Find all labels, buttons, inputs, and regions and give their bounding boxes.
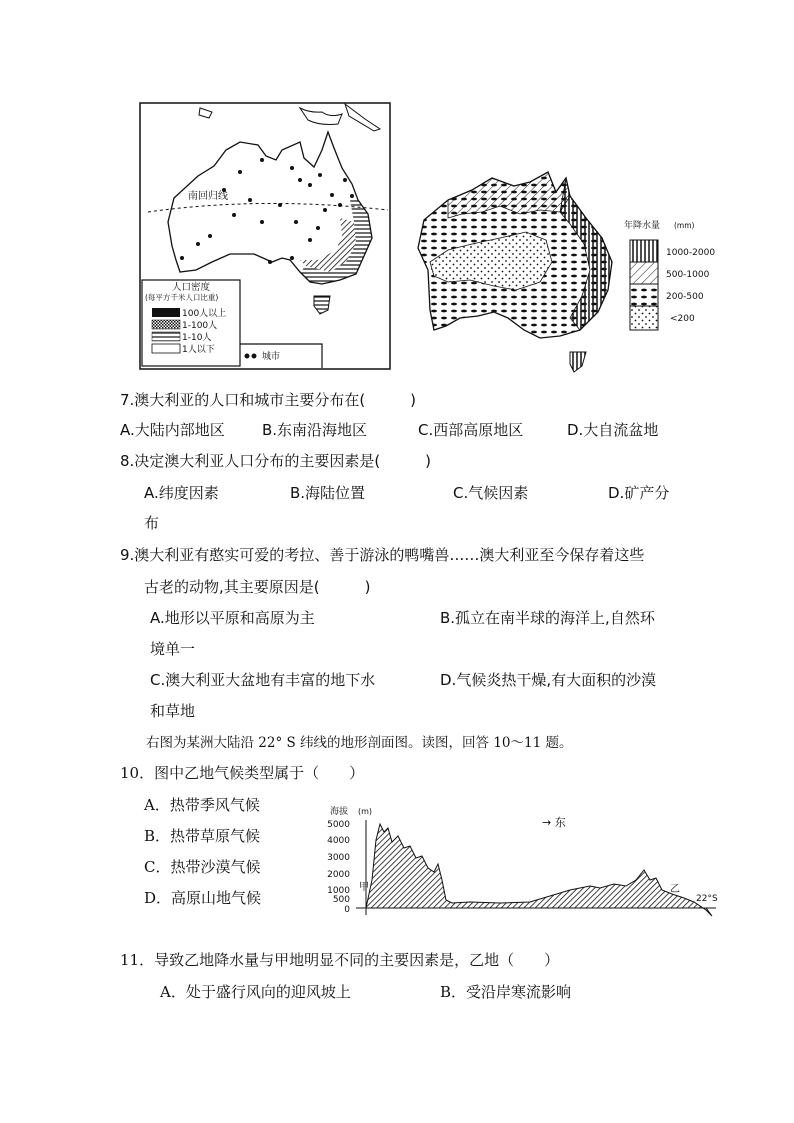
ytick-3000: 3000 bbox=[327, 853, 350, 863]
rainfall-legend-3: <200 bbox=[670, 314, 695, 324]
rainfall-swatch-1000-2000 bbox=[630, 240, 658, 262]
ytick-4000: 4000 bbox=[327, 836, 350, 846]
legend-label-0: 100人以上 bbox=[182, 309, 227, 319]
q9-stem-line1: 9.澳大利亚有憨实可爱的考拉、善于游泳的鸭嘴兽……澳大利亚至今保存着这些 bbox=[120, 546, 645, 564]
rainfall-legend-title: 年降水量 bbox=[624, 221, 661, 231]
q7-option-b: B.东南沿海地区 bbox=[262, 421, 368, 439]
q9-option-d-line1: D.气候炎热干燥,有大面积的沙漠 bbox=[440, 671, 657, 689]
q11-option-a: A．处于盛行风向的迎风坡上 bbox=[160, 983, 351, 1001]
q7-option-d: D.大自流盆地 bbox=[567, 421, 659, 439]
label-yi: 乙 bbox=[670, 884, 680, 895]
q9-option-d-line2: 和草地 bbox=[150, 702, 196, 720]
rainfall-legend-2: 200-500 bbox=[666, 292, 704, 302]
rainfall-swatch-below200 bbox=[630, 306, 658, 330]
q7-option-c: C.西部高原地区 bbox=[418, 421, 524, 439]
latitude-label: 22°S bbox=[696, 894, 718, 904]
q9-option-a: A.地形以平原和高原为主 bbox=[150, 609, 315, 627]
q10-option-c: C．热带沙漠气候 bbox=[144, 858, 261, 876]
ytick-1000: 1000 bbox=[327, 886, 350, 896]
ytick-0: 0 bbox=[344, 905, 350, 915]
legend-swatch-below1 bbox=[152, 344, 180, 353]
population-legend-title: 人口密度 bbox=[172, 282, 211, 293]
q8-option-d: D.矿产分 bbox=[608, 484, 670, 502]
terrain-silhouette bbox=[366, 824, 712, 916]
legend-swatch-100plus bbox=[152, 308, 180, 317]
rainfall-legend-1: 500-1000 bbox=[666, 270, 710, 280]
population-map bbox=[140, 103, 390, 369]
q8-option-a: A.纬度因素 bbox=[144, 484, 219, 502]
q9-option-b-line1: B.孤立在南半球的海洋上,自然环 bbox=[440, 609, 655, 627]
q10-option-b: B．热带草原气候 bbox=[144, 827, 261, 845]
label-jia: 甲 bbox=[359, 882, 369, 893]
q7-option-a: A.大陆内部地区 bbox=[120, 421, 225, 439]
q8-option-b: B.海陆位置 bbox=[290, 484, 366, 502]
city-label: 城市 bbox=[262, 352, 281, 362]
intro-10-11: 右图为某洲大陆沿 22° S 纬线的地形剖面图。读图，回答 10～11 题。 bbox=[146, 735, 573, 751]
city-dot-icon bbox=[245, 354, 250, 359]
rainfall-swatch-500-1000 bbox=[630, 262, 658, 284]
profile-ylabel: 海拔 bbox=[330, 807, 349, 817]
rainfall-map bbox=[418, 172, 715, 372]
legend-swatch-1-100 bbox=[152, 320, 180, 329]
profile-yunit: (m) bbox=[358, 807, 373, 816]
legend-label-3: 1人以下 bbox=[182, 345, 215, 355]
rainfall-legend-0: 1000-2000 bbox=[666, 248, 716, 258]
q7-stem: 7.澳大利亚的人口和城市主要分布在( ) bbox=[120, 391, 417, 409]
tropic-label: 南回归线 bbox=[188, 191, 228, 202]
population-legend-subtitle: (每平方千米人口比重) bbox=[145, 293, 219, 302]
q9-stem-line2: 古老的动物,其主要原因是( ) bbox=[144, 578, 371, 596]
q10-option-d: D．高原山地气候 bbox=[144, 889, 262, 907]
ytick-5000: 5000 bbox=[327, 820, 350, 830]
q9-option-b-line2: 境单一 bbox=[150, 640, 196, 658]
profile-direction-label: → 东 bbox=[542, 816, 566, 829]
q11-stem: 11．导致乙地降水量与甲地明显不同的主要因素是，乙地（ ） bbox=[120, 951, 560, 969]
q9-option-c: C.澳大利亚大盆地有丰富的地下水 bbox=[150, 671, 376, 689]
q8-option-c: C.气候因素 bbox=[453, 484, 529, 502]
rainfall-swatch-200-500 bbox=[630, 284, 658, 306]
legend-label-2: 1-10人 bbox=[182, 333, 212, 343]
legend-label-1: 1-100人 bbox=[182, 321, 218, 331]
q8-option-d-wrap: 布 bbox=[144, 514, 160, 532]
q10-option-a: A．热带季风气候 bbox=[144, 796, 260, 814]
q10-stem: 10．图中乙地气候类型属于（ ） bbox=[120, 764, 365, 782]
legend-swatch-1-10 bbox=[152, 332, 180, 341]
ytick-2000: 2000 bbox=[327, 870, 350, 880]
ytick-500: 500 bbox=[332, 895, 350, 905]
q11-option-b: B．受沿岸寒流影响 bbox=[440, 983, 572, 1001]
q8-stem: 8.决定澳大利亚人口分布的主要因素是( ) bbox=[120, 452, 432, 470]
rainfall-legend-unit: (mm) bbox=[674, 221, 695, 230]
terrain-profile-chart bbox=[327, 805, 718, 916]
